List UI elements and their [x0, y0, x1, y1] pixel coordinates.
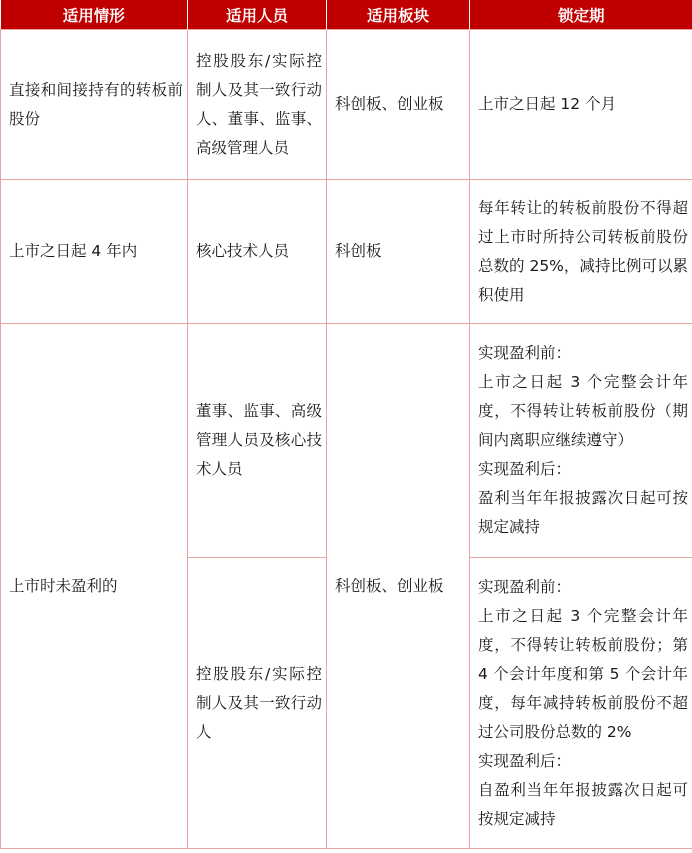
cell-lockup-period: 每年转让的转板前股份不得超过上市时所持公司转板前股份总数的 25%，减持比例可以累积使用	[470, 180, 692, 324]
header-personnel: 适用人员	[188, 0, 327, 30]
cell-lockup-period: 上市之日起 12 个月	[470, 30, 692, 180]
table-row	[1, 30, 692, 180]
lockup-line: 盈利当年年报披露次日起可按规定减持	[478, 489, 688, 536]
table-header-row	[1, 0, 692, 30]
cell-board: 科创板、创业板	[327, 30, 470, 180]
lockup-line: 实现盈利后：	[478, 460, 572, 478]
header-lockup-period: 锁定期	[470, 0, 692, 30]
lockup-line: 实现盈利前：	[478, 577, 572, 596]
cell-board: 科创板	[327, 180, 470, 324]
lockup-line: 上市之日起 3 个完整会计年度，不得转让转板前股份（期间内离职应继续遵守）	[478, 373, 688, 449]
cell-board: 科创板、创业板	[327, 324, 470, 849]
cell-situation: 直接和间接持有的转板前股份	[1, 30, 188, 180]
lockup-line: 实现盈利前：	[478, 344, 572, 362]
cell-personnel: 核心技术人员	[188, 180, 327, 324]
lockup-line: 自盈利当年年报披露次日起可按规定减持	[478, 780, 688, 828]
header-board: 适用板块	[327, 0, 470, 30]
cell-personnel: 董事、监事、高级管理人员及核心技术人员	[188, 324, 327, 558]
cell-lockup-period	[470, 558, 692, 849]
lockup-line: 实现盈利后：	[478, 751, 572, 770]
cell-situation: 上市之日起 4 年内	[1, 180, 188, 324]
table-row	[1, 180, 692, 324]
cell-situation: 上市时未盈利的	[1, 324, 188, 849]
header-situation: 适用情形	[1, 0, 188, 30]
lockup-line: 上市之日起 3 个完整会计年度，不得转让转板前股份；第 4 个会计年度和第 5 个会计年度，每年减持转板前股份不超过公司股份总数的 2%	[478, 606, 688, 741]
cell-personnel: 控股股东/实际控制人及其一致行动人	[188, 558, 327, 849]
table-row	[1, 324, 692, 558]
cell-personnel: 控股股东/实际控制人及其一致行动人、董事、监事、高级管理人员	[188, 30, 327, 180]
cell-lockup-period	[470, 324, 692, 558]
